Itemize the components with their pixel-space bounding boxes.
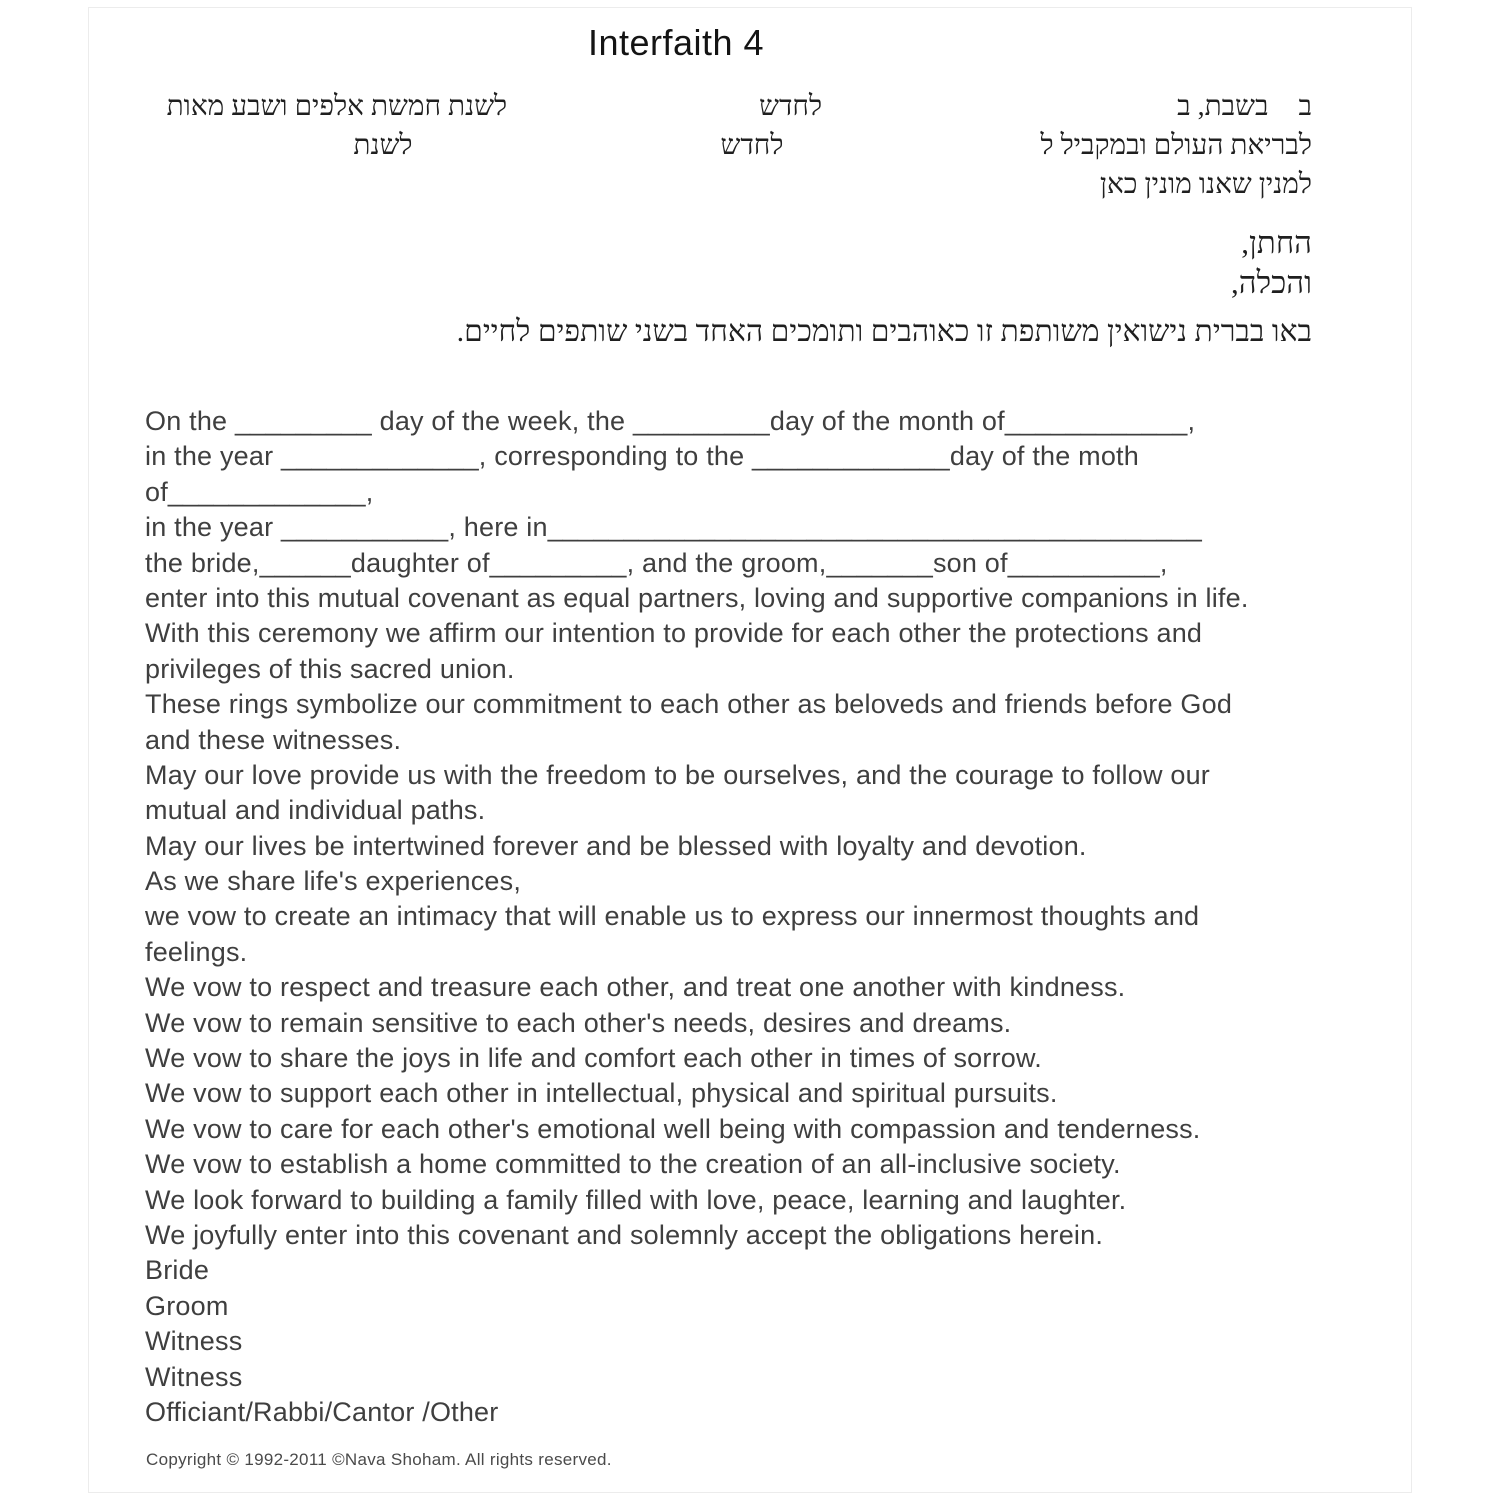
fill-in-blank-space bbox=[1269, 114, 1299, 115]
hebrew-bride-line: והכלה, bbox=[1231, 265, 1312, 300]
hebrew-text-segment: לשנת bbox=[353, 130, 413, 161]
hebrew-text-segment: בשבת, ב bbox=[1177, 91, 1269, 122]
english-text-block bbox=[145, 404, 1385, 1430]
text-line: With this ceremony we affirm our intention to provide for each other the protections and bbox=[145, 618, 1203, 649]
text-line: We vow to respect and treasure each other, and treat one another with kindness. bbox=[145, 972, 1126, 1003]
fill-in-blank-space bbox=[413, 153, 721, 154]
text-line: On the _________ day of the week, the _________day of the month of____________, bbox=[145, 406, 1196, 436]
text-line: the bride,______daughter of_________, and the groom,_______son of__________, bbox=[145, 547, 1168, 578]
text-line: in the year _____________, corresponding to the _____________day of the moth bbox=[145, 441, 1139, 472]
signature-label-officiant: Officiant/Rabbi/Cantor /Other bbox=[145, 1396, 499, 1427]
hebrew-date-line-2 bbox=[353, 129, 1312, 163]
text-line: We joyfully enter into this covenant and solemnly accept the obligations herein. bbox=[145, 1219, 1104, 1250]
hebrew-date-line-3: למנין שאנו מונין כאן bbox=[1099, 169, 1312, 200]
text-line: and these witnesses. bbox=[145, 724, 402, 755]
copyright-notice: Copyright © 1992-2011 ©Nava Shoham. All rights reserved. bbox=[146, 1450, 612, 1469]
signature-label-groom: Groom bbox=[145, 1290, 229, 1321]
text-line: enter into this mutual covenant as equal partners, loving and supportive companions in life. bbox=[145, 582, 1249, 613]
text-line: May our lives be intertwined forever and be blessed with loyalty and devotion. bbox=[145, 830, 1087, 861]
text-line: May our love provide us with the freedom to be ourselves, and the courage to follow our bbox=[145, 759, 1210, 790]
text-line: We vow to establish a home committed to the creation of an all-inclusive society. bbox=[145, 1149, 1121, 1180]
text-line: in the year ___________, here in___________________________________________ bbox=[145, 512, 1203, 543]
hebrew-groom-line: החתן, bbox=[1241, 225, 1312, 260]
signature-label-bride: Bride bbox=[145, 1255, 210, 1286]
text-line: These rings symbolize our commitment to each other as beloveds and friends before God bbox=[145, 689, 1233, 720]
text-line: We vow to share the joys in life and comfort each other in times of sorrow. bbox=[145, 1043, 1042, 1074]
fill-in-blank-space bbox=[822, 114, 1177, 115]
signature-label-witness: Witness bbox=[145, 1326, 243, 1357]
text-line: we vow to create an intimacy that will enable us to express our innermost thoughts and bbox=[145, 901, 1200, 932]
hebrew-date-line-1 bbox=[167, 90, 1312, 124]
text-line: of_____________, bbox=[145, 476, 374, 507]
text-line: We vow to remain sensitive to each other's needs, desires and dreams. bbox=[145, 1007, 1012, 1038]
text-line: feelings. bbox=[145, 936, 248, 967]
fill-in-blank-space bbox=[507, 114, 759, 115]
hebrew-text-segment: לשנת חמשת אלפים ושבע מאות bbox=[166, 91, 508, 122]
text-line: We vow to support each other in intellectual, physical and spiritual pursuits. bbox=[145, 1078, 1058, 1109]
text-line: As we share life's experiences, bbox=[145, 866, 522, 897]
text-line: privileges of this sacred union. bbox=[145, 653, 515, 684]
hebrew-text-segment: לחדש bbox=[720, 130, 784, 161]
text-line: We look forward to building a family filled with love, peace, learning and laughter. bbox=[145, 1184, 1127, 1215]
hebrew-text-segment: לחדש bbox=[759, 91, 823, 122]
signature-label-witness: Witness bbox=[145, 1361, 243, 1392]
hebrew-text-segment: ב bbox=[1298, 91, 1312, 122]
hebrew-covenant-line: באו בברית נישואין משותפת זו כאוהבים ותומכים האחד בשני שותפים לחיים. bbox=[456, 315, 1312, 348]
text-line: mutual and individual paths. bbox=[145, 795, 486, 826]
text-line: We vow to care for each other's emotional well being with compassion and tenderness. bbox=[145, 1113, 1201, 1144]
fill-in-blank-space bbox=[783, 153, 1040, 154]
hebrew-text-segment: לבריאת העולם ובמקביל ל bbox=[1040, 130, 1312, 161]
page-title: Interfaith 4 bbox=[587, 22, 765, 63]
